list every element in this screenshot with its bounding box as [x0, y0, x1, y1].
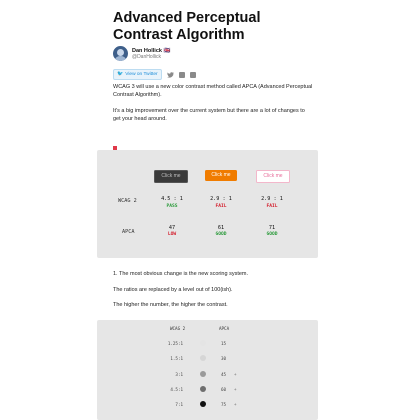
- button-sample-white[interactable]: [256, 170, 290, 183]
- scale-plus: +: [234, 402, 237, 407]
- button-sample-orange-label: Click me: [211, 172, 231, 178]
- avatar[interactable]: [113, 46, 128, 61]
- scale-swatch: [200, 386, 206, 392]
- wcag-value: 2.9 : 1: [210, 196, 232, 202]
- button-sample-dark[interactable]: [154, 170, 188, 183]
- view-on-twitter-button[interactable]: [113, 69, 162, 80]
- scale-swatch: [200, 401, 206, 407]
- article-title: Advanced Perceptual Contrast Algorithm: [113, 10, 261, 43]
- scale-ratio: 4.5:1: [170, 387, 183, 392]
- scale-ratio: 7:1: [175, 402, 183, 407]
- wcag-status: FAIL: [215, 204, 227, 209]
- apca-value: 61: [217, 225, 225, 231]
- scale-score: 60: [221, 387, 227, 392]
- scale-ratio: 3:1: [175, 372, 183, 377]
- author-handle[interactable]: @DanHollick: [132, 53, 161, 60]
- button-sample-white-label: Click me: [263, 173, 283, 179]
- scale-swatch: [200, 340, 206, 346]
- twitter-bird-icon: 🐦: [117, 71, 124, 77]
- paragraph-scoring: 1. The most obvious change is the new scoring system.: [113, 271, 249, 277]
- scale-swatch: [200, 355, 206, 361]
- paragraph-ratios: The ratios are replaced by a level out of 100(ish).: [113, 287, 233, 293]
- facebook-share-icon[interactable]: [179, 72, 185, 78]
- scale-plus: +: [234, 372, 237, 377]
- linkedin-share-icon[interactable]: [190, 72, 196, 78]
- scale-score: 75: [221, 402, 227, 407]
- wcag-value: 2.9 : 1: [261, 196, 283, 202]
- scale-ratio: 1.5:1: [170, 356, 183, 361]
- scale-header-wcag: WCAG 2: [170, 326, 186, 331]
- scale-plus: +: [234, 387, 237, 392]
- row-label-apca: APCA: [122, 229, 135, 235]
- scale-score: 15: [221, 341, 227, 346]
- wcag-value: 4.5 : 1: [161, 196, 183, 202]
- button-sample-orange[interactable]: [205, 170, 237, 181]
- apca-value: 47: [168, 225, 176, 231]
- paragraph-improvement: It's a big improvement over the current system but there are a lot of changes to get your head around.: [113, 108, 305, 122]
- paragraph-higher: The higher the number, the higher the contrast.: [113, 302, 228, 308]
- apca-status: GOOD: [215, 232, 227, 237]
- scale-card: [97, 320, 318, 420]
- author-block[interactable]: [113, 46, 170, 61]
- wcag-status: PASS: [166, 204, 178, 209]
- scale-swatch: [200, 371, 206, 377]
- scale-ratio: 1.25:1: [167, 341, 183, 346]
- comparison-card: [97, 150, 318, 258]
- twitter-share-icon[interactable]: [167, 72, 174, 78]
- wcag-status: FAIL: [266, 204, 278, 209]
- author-name[interactable]: Dan Hollick 🇬🇧: [132, 47, 171, 54]
- button-sample-dark-label: Click me: [161, 173, 181, 179]
- share-bar: [113, 69, 196, 80]
- view-on-twitter-label: View on Twitter: [125, 72, 158, 77]
- scale-score: 30: [221, 356, 227, 361]
- scale-score: 45: [221, 372, 227, 377]
- paragraph-intro: WCAG 3 will use a new color contrast method called APCA (Advanced Perceptual Contrast Algorithm).: [113, 84, 313, 98]
- scale-header-apca: APCA: [219, 326, 230, 331]
- apca-status: GOOD: [266, 232, 278, 237]
- apca-value: 71: [268, 225, 276, 231]
- apca-status: LOW: [167, 232, 177, 237]
- row-label-wcag: WCAG 2: [118, 198, 137, 204]
